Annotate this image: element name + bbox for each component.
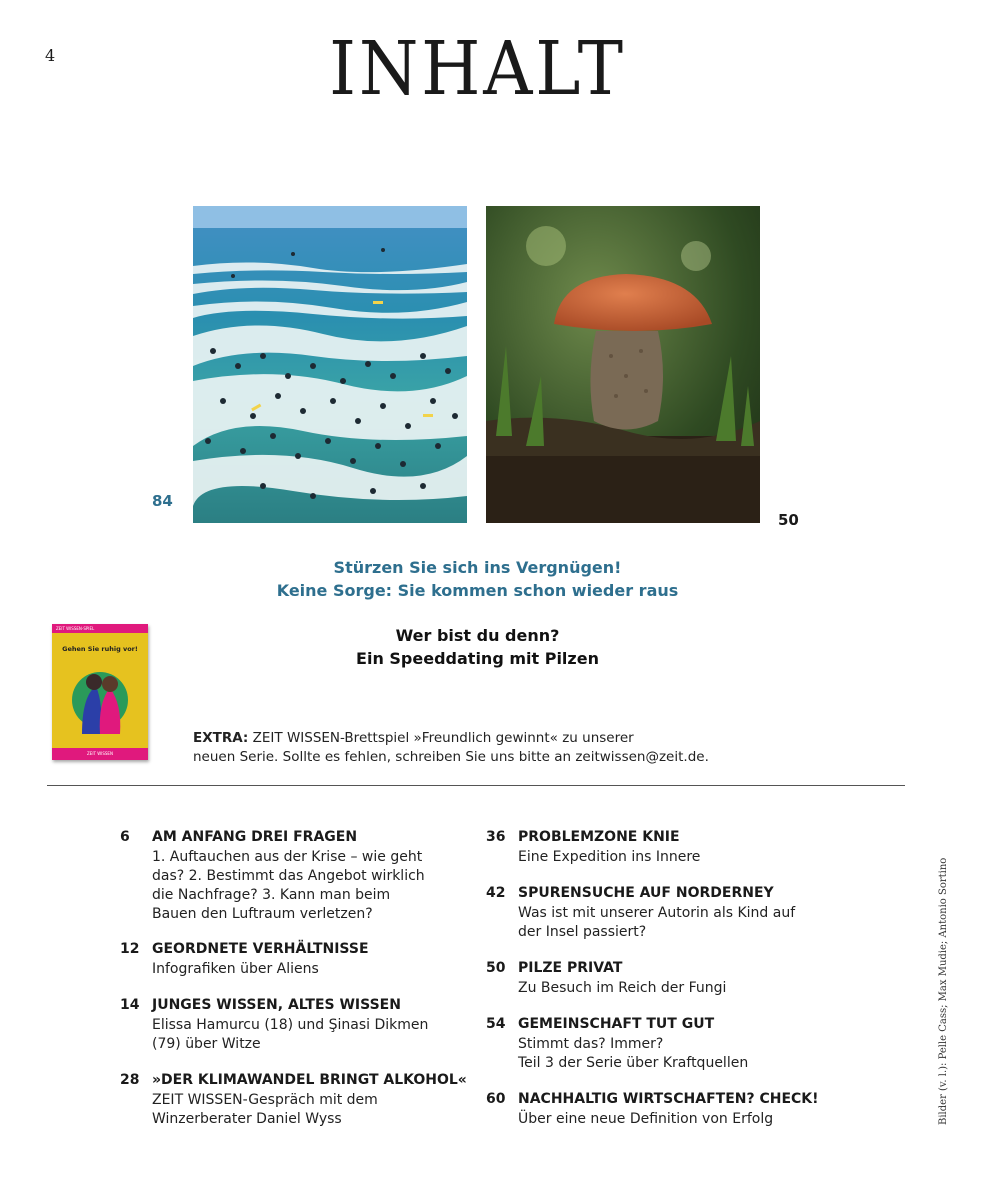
extra-label: EXTRA: [193,730,249,746]
toc-desc-line: das? 2. Bestimmt das Angebot wirklich [152,868,425,884]
toc-heading: JUNGES WISSEN, ALTES WISSEN [152,997,401,1013]
toc-description [152,960,452,979]
toc-description [152,848,452,924]
toc-description [152,1091,452,1129]
teaser-mushroom-line2: Ein Speeddating mit Pilzen [356,649,599,668]
toc-heading: »DER KLIMAWANDEL BRINGT ALKOHOL« [152,1072,467,1088]
photo-surfers [193,206,467,523]
teaser-surfing [0,556,955,602]
toc-description [518,1035,818,1073]
toc-desc-line: Zu Besuch im Reich der Fungi [518,980,727,996]
toc-desc-line: Winzerberater Daniel Wyss [152,1111,342,1127]
board-game-box [52,624,148,760]
toc-page-number: 36 [486,829,506,845]
mushroom-illustration [486,206,760,523]
toc-page-number: 14 [120,997,140,1013]
toc-description [518,904,818,942]
toc-entry-12[interactable] [120,941,450,981]
toc-entry-50[interactable] [486,960,816,1000]
toc-desc-line: Bauen den Luftraum verletzen? [152,906,373,922]
game-box-top-label: ZEIT WISSEN-SPIEL [52,624,148,633]
toc-desc-line: (79) über Witze [152,1036,261,1052]
toc-page-number: 60 [486,1091,506,1107]
toc-desc-line: Elissa Hamurcu (18) und Şinasi Dikmen [152,1017,429,1033]
game-box-title: Gehen Sie ruhig vor! [62,645,138,653]
toc-description [152,1016,452,1054]
toc-heading: NACHHALTIG WIRTSCHAFTEN? CHECK! [518,1091,819,1107]
photo-mushroom-page: 50 [778,511,799,529]
toc-desc-line: Über eine neue Definition von Erfolg [518,1111,774,1127]
toc-desc-line: Eine Expedition ins Innere [518,849,701,865]
toc-entry-6[interactable] [120,829,450,922]
game-box-illustration [52,656,148,736]
toc-description [518,848,818,867]
toc-desc-line: ZEIT WISSEN-Gespräch mit dem [152,1092,378,1108]
extra-line2: neuen Serie. Sollte es fehlen, schreiben Sie uns bitte an zeitwissen@zeit.de. [193,749,709,765]
toc-page-number: 50 [486,960,506,976]
teaser-surfing-line2: Keine Sorge: Sie kommen schon wieder raus [276,581,679,600]
teaser-mushroom-line1: Wer bist du denn? [395,626,560,645]
toc-heading: AM ANFANG DREI FRAGEN [152,829,358,845]
toc-page-number: 28 [120,1072,140,1088]
toc-page-number: 42 [486,885,506,901]
page-number: 4 [45,46,56,65]
page-title: INHALT [329,26,626,112]
toc-page-number: 54 [486,1016,506,1032]
extra-line1: ZEIT WISSEN-Brettspiel »Freundlich gewinnt« zu unserer [252,730,634,746]
toc-page-number: 6 [120,829,130,845]
toc-heading: GEORDNETE VERHÄLTNISSE [152,941,369,957]
toc-desc-line: der Insel passiert? [518,924,647,940]
toc-desc-line: Stimmt das? Immer? [518,1036,664,1052]
photo-mushroom [486,206,760,523]
toc-entry-54[interactable] [486,1016,816,1076]
toc-page-number: 12 [120,941,140,957]
extra-note [193,729,753,767]
toc-heading: PILZE PRIVAT [518,960,623,976]
surfers-illustration [193,206,467,523]
teaser-surfing-line1: Stürzen Sie sich ins Vergnügen! [333,558,622,577]
toc-entry-28[interactable] [120,1072,467,1132]
photo-credit: Bilder (v. l.): Pelle Cass; Max Mudie; Antonio Sortino [938,857,949,1125]
toc-heading: GEMEINSCHAFT TUT GUT [518,1016,715,1032]
toc-desc-line: 1. Auftauchen aus der Krise – wie geht [152,849,423,865]
toc-heading: SPURENSUCHE AUF NORDERNEY [518,885,774,901]
toc-entry-60[interactable] [486,1091,819,1131]
toc-desc-line: die Nachfrage? 3. Kann man beim [152,887,391,903]
toc-description [518,1110,818,1129]
divider [47,785,905,786]
photo-surfers-page: 84 [152,492,173,510]
game-box-footer: ZEIT WISSEN [52,748,148,760]
toc-entry-36[interactable] [486,829,816,869]
toc-desc-line: Infografiken über Aliens [152,961,319,977]
toc-entry-42[interactable] [486,885,816,945]
toc-desc-line: Was ist mit unserer Autorin als Kind auf [518,905,796,921]
toc-description [518,979,818,998]
toc-heading: PROBLEMZONE KNIE [518,829,680,845]
toc-entry-14[interactable] [120,997,450,1057]
toc-desc-line: Teil 3 der Serie über Kraftquellen [518,1055,749,1071]
